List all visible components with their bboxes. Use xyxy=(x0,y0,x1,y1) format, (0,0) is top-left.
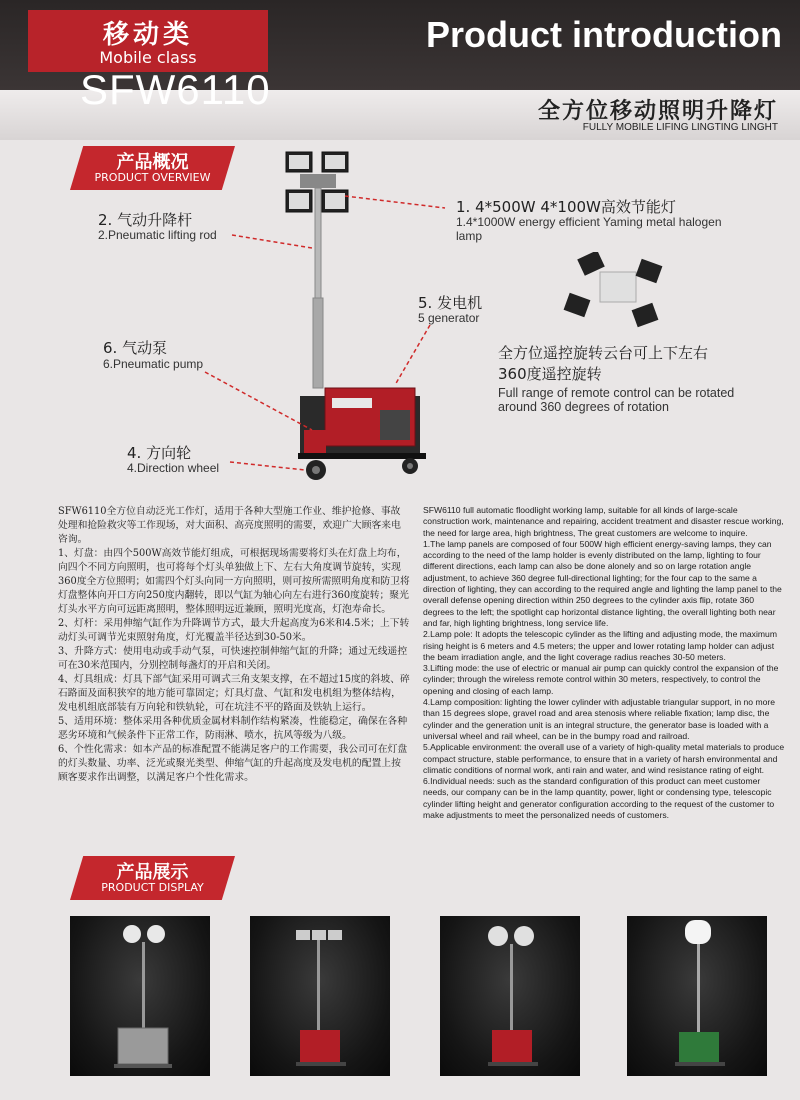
page-title: Product introduction xyxy=(426,14,782,55)
model-number: SFW6110 xyxy=(80,66,271,113)
rotation-desc-en: Full range of remote control can be rotated around 360 degrees of rotation xyxy=(498,386,735,414)
callout-generator-zh: 5. 发电机 xyxy=(418,294,483,312)
description-en-paragraph: 1.The lamp panels are composed of four 500W high efficient energy-saving lamps, they can according to the need of the lamp holder is evenly distributed on the lamp, lighting to four different directions, each lamp can also be done alonely and so on large rotation angle adjustment, to achieve 360 degree full-directional lighting; for the four cap to the same a direction of lighting, they can according to the required angle and lighting the lamp panel to the overall defense opening direction within 250 degrees to the cylinder axis flip, rotate 360 degrees to the left; the spotlight cap horizontal distance lighting, the overall lighting both near and far, high lighting brightness, long service life. xyxy=(423,538,782,628)
description-en xyxy=(423,505,785,821)
product-photo-1 xyxy=(70,916,210,1076)
description-en-paragraph: 2.Lamp pole: It adopts the telescopic cylinder as the lifting and adjusting mode, the maximum rising height is 6 meters and 4.5 meters; the upper and lower rotating lamp holder can adjust the beam irradiation angle, and the light coverage radius reaches 30-50 meters. xyxy=(423,629,777,662)
callout-lamp-en: 1.4*1000W energy efficient Yaming metal halogen lamp xyxy=(456,215,722,243)
callout-lifting-rod-en: 2.Pneumatic lifting rod xyxy=(98,228,217,242)
overview-tag-zh: 产品概况 xyxy=(116,152,189,173)
description-en-paragraph: 4.Lamp composition: lighting the lower cylinder with adjustable triangular support, in no more than 15 degrees slope, gravel road and area stenosis where reliable fixation; lamp disc, the cylinder and the generation unit is an integral structure, the generator base is loaded with a universal wheel and rail wheel, can be in the bumpy road and railroad. xyxy=(423,697,776,741)
product-photo-4 xyxy=(627,916,767,1076)
display-tag xyxy=(70,856,235,900)
callout-lamp-zh: 1. 4*500W 4*100W高效节能灯 xyxy=(456,198,676,216)
description-zh-paragraph: 5、适用环境：整体采用各种优质金属材料制作结构紧凑，性能稳定，确保在各种恶劣环境和气候条件下正常工作，防雨淋、喷水，抗风等级为八级。 xyxy=(58,716,408,741)
category-en: Mobile class xyxy=(99,48,197,67)
description-en-paragraph: SFW6110 full automatic floodlight working lamp, suitable for all kinds of large-scale construction work, maintenance and repairing, accident treatment and disaster rescue working, the need for large area, high brightness, The great customers are welcome to inquire. xyxy=(423,505,784,538)
description-zh-paragraph: 4、灯具组成：灯具下部气缸采用可调式三角支架支撑，在不超过15度的斜坡、碎石路面及面积狭窄的地方能可靠固定；灯具灯盘、气缸和发电机组为整体结构，发电机组底部装有万向轮和铁轨轮，可在坑洼不平的路面及铁轨上运行。 xyxy=(58,674,410,713)
description-zh-paragraph: 1、灯盘：由四个500W高效节能灯组成，可根据现场需要将灯头在灯盘上均布，向四个不同方向照明，也可将每个灯头单独做上下、左右大角度调节旋转，实现360度全方位照明；如需四个灯头向同一方向照明，则可按所需照明角度和防卫将灯盘整体向开口方向250度内翻转，即以气缸为轴心向左右进行360度旋转；聚光灯头水平方向可远距离照明，整体照明远近兼顾，照明光度高，灯泡寿命长。 xyxy=(58,548,410,615)
product-name-zh: 全方位移动照明升降灯 xyxy=(537,99,778,124)
product-photo-3 xyxy=(440,916,580,1076)
callout-pump-zh: 6. 气动泵 xyxy=(103,339,168,357)
description-en-paragraph: 3.Lifting mode: the use of electric or manual air pump can quickly control the expansion of the cylinder; through the wireless remote control within 30 meters, respectively, to control the opening and closing of each lamp. xyxy=(423,663,779,696)
description-en-paragraph: 6.Individual needs: such as the standard configuration of this product can meet customer needs, our company can be in the lamp quantity, power, light or condensing type, telescopic cylinder lifting height and generator configuration according to the request of the customer to make adjustments to meet the personalized needs of customers. xyxy=(423,776,775,821)
rotation-desc-zh-2: 360度遥控旋转 xyxy=(498,365,602,383)
callout-pump-en: 6.Pneumatic pump xyxy=(103,357,204,371)
description-zh xyxy=(58,505,410,785)
callout-wheel-zh: 4. 方向轮 xyxy=(127,444,192,462)
category-zh: 移动类 xyxy=(102,20,193,50)
display-tag-zh: 产品展示 xyxy=(116,862,189,883)
rotation-desc-zh-1: 全方位遥控旋转云台可上下左右 xyxy=(498,344,709,362)
description-zh-paragraph: 3、升降方式：使用电动或手动气泵，可快速控制伸缩气缸的升降；通过无线遥控可在30米范围内，分别控制每盏灯的开启和关闭。 xyxy=(58,646,408,671)
display-tag-en: PRODUCT DISPLAY xyxy=(101,881,204,894)
description-zh-paragraph: 6、个性化需求：如本产品的标准配置不能满足客户的工作需要，我公司可在灯盘的灯头数量、功率、泛光或聚光类型、伸缩气缸的升起高度及发电机的配置上按顾客要求作出调整，以满足客户个性化需求。 xyxy=(58,744,408,783)
callout-leader-lines xyxy=(0,0,800,500)
callout-lifting-rod-zh: 2. 气动升降杆 xyxy=(98,211,193,229)
callout-generator-en: 5 generator xyxy=(418,311,480,325)
product-photo-2 xyxy=(250,916,390,1076)
description-en-paragraph: 5.Applicable environment: the overall use of a variety of high-quality metal materials to produce compact structure, stable performance, to ensure that in a variety of harsh environmental and climatic conditions of normal work, anti rain and water, and wind resistance rating of eight. xyxy=(423,742,785,775)
overview-tag-en: PRODUCT OVERVIEW xyxy=(94,171,211,184)
callout-wheel-en: 4.Direction wheel xyxy=(127,461,220,475)
description-zh-paragraph: 2、灯杆：采用伸缩气缸作为升降调节方式，最大升起高度为6米和4.5米；上下转动灯头可调节光束照射角度，灯光覆盖半径达到30-50米。 xyxy=(58,618,410,643)
description-zh-paragraph: SFW6110全方位自动泛光工作灯，适用于各种大型施工作业、维护抢修、事故处理和抢险救灾等工作现场，对大面积、高亮度照明的需要，欢迎广大顾客来电咨询。 xyxy=(58,506,401,545)
product-name-en: FULLY MOBILE LIFING LINGTING LINGHT xyxy=(582,122,778,133)
